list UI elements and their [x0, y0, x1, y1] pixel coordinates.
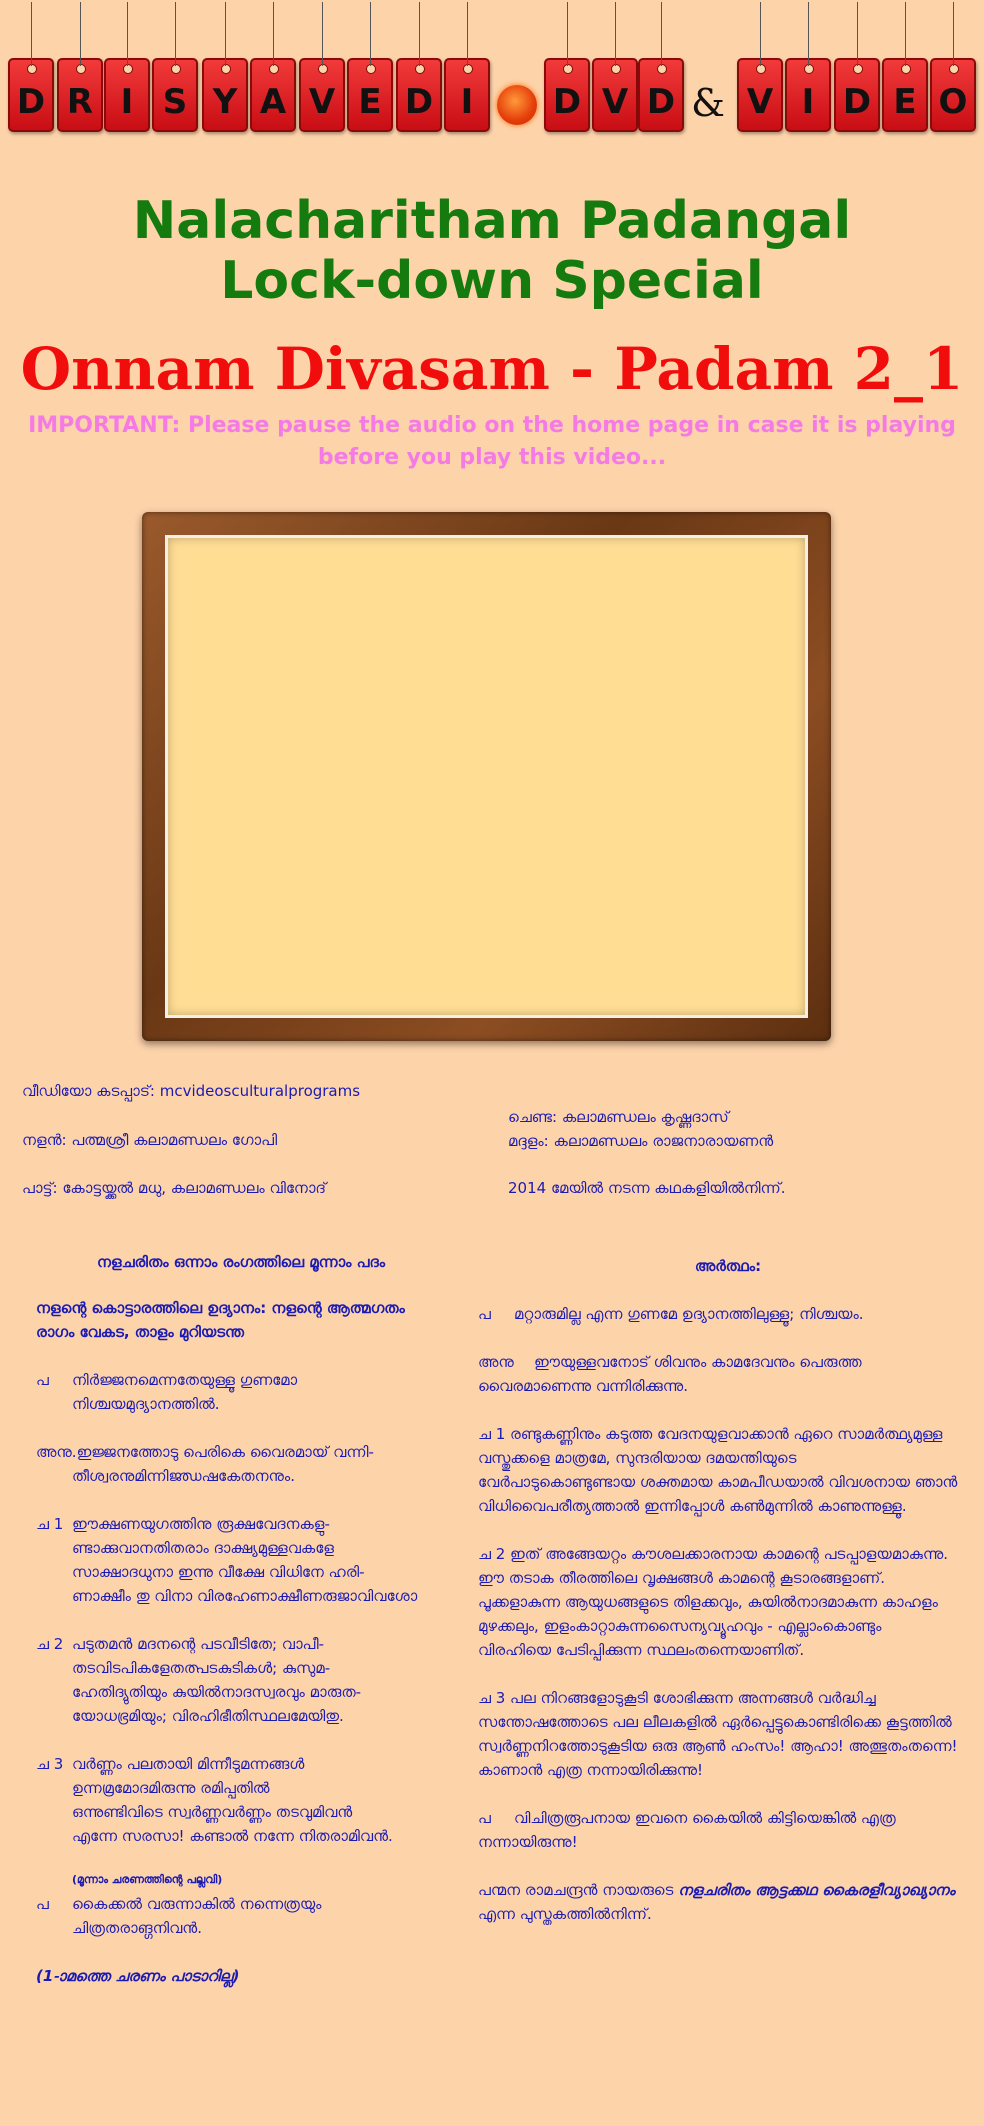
verse-line: കൈക്കൽ വരുന്നാകിൽ നന്നെത്രയും	[72, 1895, 322, 1913]
banner-letter: D	[16, 82, 46, 122]
meaning-line: ച 1 രണ്ടുകണ്ണിനും കടുത്ത വേദനയുളവാക്കാൻ ഏറെ സാമർത്ഥ്യമുള്ള	[478, 1425, 943, 1443]
banner-tag	[638, 58, 684, 132]
banner-tag	[544, 58, 590, 132]
banner-tag	[202, 58, 248, 132]
meaning-line: ഈയുള്ളവനോട് ശിവനും കാമദേവനും പെരുത്ത	[534, 1353, 862, 1371]
verse-label: പ	[478, 1305, 491, 1323]
page-heading: Onnam Divasam - Padam 2_1	[20, 335, 964, 403]
meaning-line: വസ്തുക്കളെ മാത്രമേ, സുന്ദരിയായ ദമയന്തിയുടെ	[478, 1449, 797, 1467]
banner-letter: D	[404, 82, 434, 122]
credit-video: വീഡിയോ കടപ്പാട്: mcvideosculturalprograms	[22, 1082, 361, 1100]
verse-line: ണാക്ഷീം തു വിനാ വിരഹേണാക്ഷീണരുജാവിവശോ	[72, 1587, 418, 1605]
banner-letter: O	[938, 82, 968, 122]
meaning-pallavi-2	[478, 1806, 978, 1854]
meaning-line: വിധിവൈപരീത്യത്താൽ ഇന്നിപ്പോൾ കൺമുന്നിൽ കാണുന്നുള്ളൂ.	[478, 1497, 907, 1515]
meaning-line: വേർപാടുകൊണ്ടുണ്ടായ ശക്തമായ കാമപീഡയാൽ വിവശനായ ഞാൻ	[478, 1473, 958, 1491]
raga-tala: രാഗം വേകട, താളം മുറിയടന്ത	[36, 1323, 245, 1341]
page-title-line2: Lock-down Special	[220, 251, 764, 311]
banner-letter: I	[801, 82, 815, 122]
verse-line: നിശ്ചയമുദ്യാനത്തിൽ.	[72, 1395, 220, 1413]
meaning-line: മറ്റാരുമില്ല എന്ന ഗുണമേ ഉദ്യാനത്തിലുള്ളൂ; നിശ്ചയം.	[514, 1305, 864, 1323]
meaning-column	[478, 1254, 978, 1926]
verse-label: അനു	[478, 1353, 514, 1371]
meaning-line: സന്തോഷത്തോടെ പല ലീലകളിൽ ഏർപ്പെട്ടുകൊണ്ടിരിക്കെ കൂട്ടത്തിൽ	[478, 1713, 952, 1731]
lyrics-column	[36, 1250, 446, 1988]
charanam-2	[36, 1632, 446, 1728]
meaning-line: പൂക്കളാകുന്ന ആയുധങ്ങളുടെ തിളക്കവും, കുയിൽനാദമാകുന്ന കാഹളം	[478, 1593, 938, 1611]
charanam-1	[36, 1512, 446, 1608]
pallavi	[36, 1368, 446, 1416]
site-banner	[0, 0, 984, 150]
source-citation	[478, 1878, 978, 1926]
banner-letter: D	[842, 82, 872, 122]
banner-tag	[930, 58, 976, 132]
verse-line: ഉന്നമ്രമോദമിരുന്നു രമിപ്പതിൽ	[72, 1779, 270, 1797]
citation-tail: എന്ന പുസ്തകത്തിൽനിന്ന്.	[478, 1905, 652, 1923]
banner-letter: V	[746, 82, 774, 122]
banner-letter: S	[162, 82, 188, 122]
banner-letter: Y	[212, 82, 238, 122]
lyrics-footer-note: (1-ാമത്തെ ചരണം പാടാറില്ല)	[36, 1967, 240, 1985]
verse-line: എന്നേ സരസാ! കണ്ടാൽ നന്നേ നിതരാമിവൻ.	[72, 1827, 393, 1845]
important-text-line2: before you play this video...	[317, 445, 667, 470]
pallavi-repeat	[36, 1892, 446, 1940]
verse-line: ഹേതിദ്യുതിയും കുയിൽനാദസ്വരവും മാരുത-	[72, 1683, 362, 1701]
banner-letter: I	[120, 82, 134, 122]
verse-label: പ	[36, 1371, 49, 1389]
banner-tag	[57, 58, 103, 132]
banner-letter: A	[259, 82, 287, 122]
meaning-anupallavi	[478, 1350, 978, 1398]
credit-year: 2014 മേയിൽ നടന്ന കഥകളിയിൽനിന്ന്.	[508, 1179, 786, 1197]
citation-book: നളചരിതം ആട്ടക്കഥ കൈരളീവ്യാഖ്യാനം	[678, 1881, 956, 1899]
verse-line: പടുതമൻ മദനന്റെ പടവീടിതേ; വാപീ-	[72, 1635, 325, 1653]
banner-letter: E	[893, 82, 917, 122]
verse-label: ച 1	[36, 1515, 64, 1533]
banner-letter: V	[601, 82, 629, 122]
verse-label: ച 3	[36, 1755, 64, 1773]
credit-paattu: പാട്ട്: കോട്ടയ്ക്കൽ മധു, കലാമണ്ഡലം വിനോദ്	[22, 1179, 327, 1197]
verse-line: യോധഭ്രമിയും; വിരഹിഭീതിസ്ഥലമേയിതു.	[72, 1707, 344, 1725]
verse-line: ചിത്രതരാങ്ഗനിവൻ.	[72, 1919, 202, 1937]
banner-letter: D	[646, 82, 676, 122]
meaning-line: ച 2 ഇത് അങ്ങേയറ്റം കൗശലക്കാരനായ കാമന്റെ പടപ്പാളയമാകുന്നു.	[478, 1545, 949, 1563]
banner-letter: V	[308, 82, 336, 122]
meaning-line: സ്വർണ്ണനിറത്തോടുകൂടിയ ഒരു ആൺ ഹംസം! ആഹാ! അത്ഭുതംതന്നെ!	[478, 1737, 958, 1755]
credit-maddalam: മദ്ദളം: കലാമണ്ഡലം രാജനാരായണൻ	[508, 1132, 774, 1150]
verse-label: ച 2	[36, 1635, 64, 1653]
sun-ornament-icon	[497, 85, 537, 125]
meaning-line: കാണാൻ എത്ര നന്നായിരിക്കുന്നു!	[478, 1761, 704, 1779]
credit-chenda: ചെണ്ട: കലാമണ്ഡലം കൃഷ്ണദാസ്	[508, 1108, 729, 1126]
verse-line: ഈക്ഷണയുഗത്തിനു രൂക്ഷവേദനകളു-	[72, 1515, 330, 1533]
banner-tag	[299, 58, 345, 132]
meaning-line: വിരഹിയെ പേടിപ്പിക്കുന്ന സ്ഥലംതന്നെയാണിത്.	[478, 1641, 805, 1659]
banner-tag	[347, 58, 393, 132]
meaning-line: മുഴക്കലും, ഇളംകാറ്റാകുന്നസൈന്യവ്യൂഹവും - എല്ലാംകൊണ്ടും	[478, 1617, 882, 1635]
banner-letter: D	[552, 82, 582, 122]
anupallavi	[36, 1440, 446, 1488]
banner-tag	[104, 58, 150, 132]
charanam-3	[36, 1752, 446, 1848]
banner-letter: R	[66, 82, 94, 122]
pallavi-note: (മൂന്നാം ചരണത്തിന്റെ പല്ലവി)	[72, 1873, 223, 1886]
meaning-heading: അർത്ഥം:	[694, 1257, 762, 1275]
verse-line: ഒന്നുണ്ടിവിടെ സ്വർണ്ണവർണ്ണം തടവുമിവൻ	[72, 1803, 353, 1821]
important-label: IMPORTANT:	[28, 413, 181, 438]
banner-tag	[444, 58, 490, 132]
meaning-line: ഈ തടാക തീരത്തിലെ വൃക്ഷങ്ങൾ കാമന്റെ കൂടാരങ്ങളാണ്.	[478, 1569, 886, 1587]
meaning-line: ച 3 പല നിറങ്ങളോടുകൂടി ശോഭിക്കുന്ന അന്നങ്ങൾ വർദ്ധിച്ച	[478, 1689, 876, 1707]
verse-line: ണ്ടാക്കുവാനതിതരാം ദാക്ഷ്യമുള്ളവകളേ	[72, 1539, 334, 1557]
banner-letter: I	[460, 82, 474, 122]
banner-tag	[8, 58, 54, 132]
meaning-line: വിചിത്രരൂപനായ ഇവനെ കൈയിൽ കിട്ടിയെങ്കിൽ എത്ര	[514, 1809, 896, 1827]
banner-tag	[592, 58, 638, 132]
credit-nalan: നളൻ: പത്മശ്രീ കലാമണ്ഡലം ഗോപി	[22, 1131, 278, 1149]
meaning-charanam-2	[478, 1542, 978, 1662]
verse-line: തടവിടപികളേതത്പടകുടികൾ; കുസുമ-	[72, 1659, 331, 1677]
video-player[interactable]	[165, 535, 808, 1018]
meaning-line: വൈരമാണെന്നു വന്നിരിക്കുന്നു.	[478, 1377, 688, 1395]
important-text-line1: Please pause the audio on the home page in case it is playing	[180, 413, 956, 438]
banner-tag	[250, 58, 296, 132]
verse-label: പ	[478, 1809, 491, 1827]
verse-label: പ	[36, 1895, 49, 1913]
banner-letter: E	[358, 82, 382, 122]
banner-tag	[882, 58, 928, 132]
meaning-charanam-1	[478, 1422, 978, 1518]
important-notice	[0, 410, 984, 474]
banner-tag	[785, 58, 831, 132]
banner-tag	[152, 58, 198, 132]
video-frame	[142, 512, 831, 1041]
meaning-charanam-3	[478, 1686, 978, 1782]
banner-tag	[396, 58, 442, 132]
verse-line: വർണ്ണം പലതായി മിന്നീടുമന്നങ്ങൾ	[72, 1755, 305, 1773]
lyrics-heading: നളചരിതം ഒന്നാം രംഗത്തിലെ മൂന്നാം പദം	[96, 1253, 386, 1271]
scene-description: നളന്റെ കൊട്ടാരത്തിലെ ഉദ്യാനം: നളന്റെ ആത്മഗതം	[36, 1299, 405, 1317]
page-title-line1: Nalacharitham Padangal	[132, 191, 852, 251]
banner-tag	[834, 58, 880, 132]
verse-line: അനു.ഇജ്ജനത്തോടു പെരികെ വൈരമായ് വന്നി-	[36, 1443, 374, 1461]
verse-line: നിർജ്ജനമെന്നതേയുള്ളൂ ഗുണമോ	[72, 1371, 298, 1389]
banner-tag	[737, 58, 783, 132]
verse-line: തീശ്വരനുമിന്നിജ്ഝഷകേതനനും.	[72, 1467, 295, 1485]
meaning-pallavi	[478, 1302, 978, 1326]
verse-line: സാക്ഷാദധുനാ ഇന്നു വീക്ഷേ വിധിനേ ഹരി-	[72, 1563, 365, 1581]
citation-author: പന്മന രാമചന്ദ്രൻ നായരുടെ	[478, 1881, 679, 1899]
ampersand: &	[691, 81, 725, 125]
meaning-line: നന്നായിരുന്നു!	[478, 1833, 578, 1851]
